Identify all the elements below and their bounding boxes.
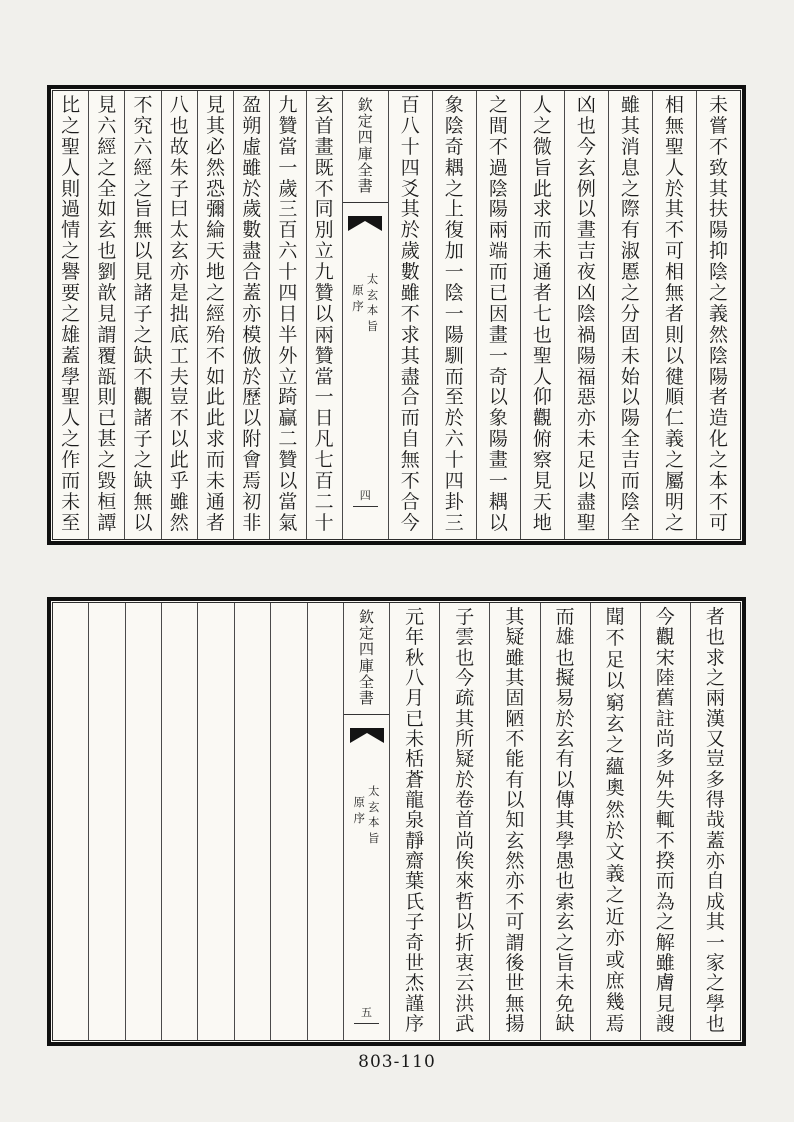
- column-text: 子 雲 也 今 疏 其 所 疑 於 卷 首 尚 俟 來 哲 以 折 衷 云 洪 武: [455, 606, 475, 1035]
- empty-column: [161, 603, 197, 1040]
- banxin-book-title: 太 玄 本 旨: [366, 272, 379, 333]
- column-text: 見 六 經 之 全 如 玄 也 劉 歆 見 謂 覆 瓿 則 已 甚 之 毀 桓 譚: [97, 94, 117, 534]
- column-text: 比 之 聖 人 則 過 情 之 譽 要 之 雄 蓋 學 聖 人 之 作 而 未 至: [61, 94, 81, 534]
- column-text: 雖 其 消 息 之 際 有 淑 慝 之 分 固 未 始 以 陽 全 吉 而 陰 全: [620, 94, 640, 534]
- banxin-title: 欽 定 四 庫 全 書: [359, 608, 375, 707]
- text-column: [520, 91, 564, 539]
- folio-number: 五: [354, 1004, 379, 1024]
- column-text: 人 之 微 旨 此 求 而 未 通 者 七 也 聖 人 仰 觀 俯 察 見 天 地: [532, 94, 552, 534]
- column-text: 之 間 不 過 陰 陽 兩 端 而 已 因 畫 一 奇 以 象 陽 畫 一 耦 以: [488, 94, 508, 534]
- banxin-section-label: 原 序: [353, 795, 366, 825]
- text-column: [388, 91, 432, 539]
- catalog-number: 803-110: [358, 1052, 436, 1072]
- text-column: [540, 603, 590, 1040]
- empty-column: [53, 603, 88, 1040]
- banxin-labels: [352, 274, 378, 332]
- banxin-book-title: 太 玄 本 旨: [368, 784, 380, 845]
- text-column: [269, 91, 305, 539]
- banxin-title: 欽 定 四 庫 全 書: [357, 96, 373, 195]
- empty-column: [307, 603, 343, 1040]
- column-text: 見 其 必 然 恐 彌 綸 天 地 之 經 殆 不 如 此 此 求 而 未 通 者: [205, 94, 225, 534]
- empty-column: [234, 603, 270, 1040]
- fishtail-icon: [348, 216, 382, 232]
- column-text: 九 贊 當 一 歲 三 百 六 十 四 日 半 外 立 踦 贏 二 贊 以 當 氣: [278, 94, 298, 534]
- text-column: [690, 603, 740, 1040]
- column-text: 凶 也 今 玄 例 以 晝 吉 夜 凶 陰 禍 陽 福 惡 亦 未 足 以 盡 聖: [576, 94, 596, 534]
- page-block-top: [47, 85, 746, 545]
- column-text: 不 究 六 經 之 旨 無 以 見 諸 子 之 缺 不 觀 諸 子 之 缺 無 以: [133, 94, 153, 534]
- text-column: [652, 91, 696, 539]
- text-column: [564, 91, 608, 539]
- banxin-section-label: 原 序: [352, 283, 364, 313]
- column-text: 元 年 秋 八 月 已 未 栝 蒼 龍 泉 靜 齋 葉 氏 子 奇 世 杰 謹 序: [405, 606, 425, 1035]
- column-text: 象 陰 奇 耦 之 上 復 加 一 陰 一 陽 馴 而 至 於 六 十 四 卦 三: [444, 94, 464, 534]
- banxin-title-cell: [343, 91, 388, 203]
- text-column: [489, 603, 539, 1040]
- banxin-column: [342, 91, 388, 539]
- page-block-bottom-inner: [52, 602, 741, 1041]
- text-column: [306, 91, 342, 539]
- column-text: 八 也 故 朱 子 曰 太 玄 亦 是 拙 底 工 夫 豈 不 以 此 乎 雖 然: [169, 94, 189, 534]
- banxin-title-cell: [344, 603, 389, 715]
- fishtail-icon: [350, 728, 384, 744]
- banxin-labels: [354, 786, 380, 844]
- text-column: [696, 91, 740, 539]
- column-text: 盈 朔 虛 雖 於 歲 數 盡 合 蓋 亦 模 倣 於 歷 以 附 會 焉 初 非: [242, 94, 262, 534]
- text-column: [640, 603, 690, 1040]
- text-column: [608, 91, 652, 539]
- column-text: 而 雄 也 擬 易 於 玄 有 以 傳 其 學 愚 也 索 玄 之 旨 未 免 缺: [555, 606, 575, 1035]
- column-text: 百 八 十 四 爻 其 於 歲 數 雖 不 求 其 盡 合 而 自 無 不 合 今: [400, 94, 420, 534]
- banxin-column: [343, 603, 389, 1040]
- empty-column: [197, 603, 233, 1040]
- column-text: 聞 不 足 以 窮 玄 之 蘊 奧 然 於 文 義 之 近 亦 或 庶 幾 焉: [605, 606, 625, 1035]
- text-column: [590, 603, 640, 1040]
- text-column: [233, 91, 269, 539]
- page-block-bottom: [47, 597, 746, 1046]
- column-text: 玄 首 畫 既 不 同 別 立 九 贊 以 兩 贊 當 一 日 凡 七 百 二 十: [314, 94, 334, 534]
- column-text: 今 觀 宋 陸 舊 註 尚 多 舛 失 輒 不 揆 而 為 之 解 雖 膚 見 謏: [655, 606, 675, 1035]
- folio-number: 四: [353, 487, 378, 507]
- text-column: [88, 91, 124, 539]
- empty-column: [125, 603, 161, 1040]
- empty-column: [270, 603, 306, 1040]
- column-text: 其 疑 雖 其 固 陋 不 能 有 以 知 玄 然 亦 不 可 謂 後 世 無 揚: [505, 606, 525, 1035]
- column-text: 相 無 聖 人 於 其 不 可 相 無 者 則 以 徤 順 仁 義 之 屬 明 之: [664, 94, 684, 534]
- column-text: 者 也 求 之 兩 漢 又 豈 多 得 哉 蓋 亦 自 成 其 一 家 之 學 也: [705, 606, 725, 1035]
- text-column: [476, 91, 520, 539]
- text-column: [389, 603, 439, 1040]
- column-text: 未 嘗 不 致 其 扶 陽 抑 陰 之 義 然 陰 陽 者 造 化 之 本 不 可: [708, 94, 728, 534]
- empty-column: [88, 603, 124, 1040]
- text-column: [124, 91, 160, 539]
- text-column: [197, 91, 233, 539]
- page-block-top-inner: [52, 90, 741, 540]
- text-column: [432, 91, 476, 539]
- text-column: [439, 603, 489, 1040]
- text-column: [161, 91, 197, 539]
- text-column: [53, 91, 88, 539]
